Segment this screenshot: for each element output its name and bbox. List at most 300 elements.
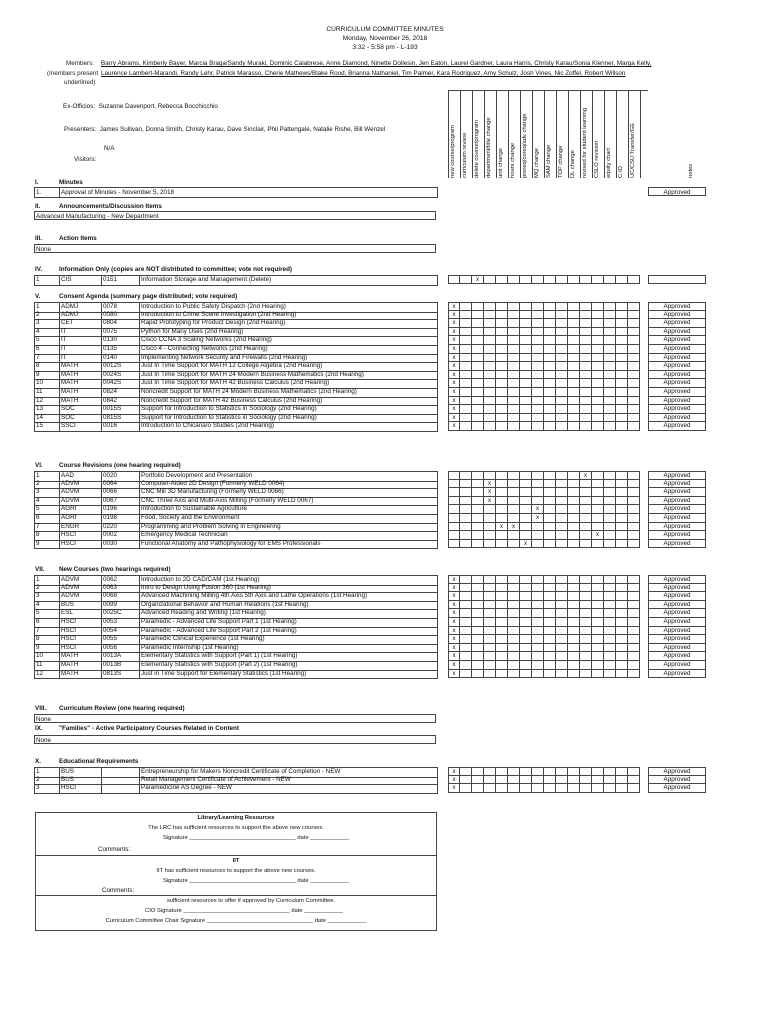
checkbox-cell — [460, 627, 472, 636]
row-dept: ADVM — [59, 576, 101, 585]
checkbox-cell — [484, 371, 496, 380]
row-course-title: Advanced Reading and Writing (1st Hearing) — [139, 609, 437, 618]
checkbox-cell: x — [448, 354, 460, 363]
checkbox-cell — [520, 497, 532, 506]
checkbox-cell — [532, 497, 544, 506]
checkbox-cell — [604, 592, 616, 601]
row-course-title: Organizational Behavior and Human Relations (1st Hearing) — [139, 601, 437, 610]
checkbox-cell — [568, 480, 580, 489]
checkbox-cell — [580, 362, 592, 371]
row-number: 4 — [36, 600, 40, 608]
checkbox-cell — [604, 575, 616, 584]
checkbox-cell — [460, 776, 472, 785]
checkbox-cell — [616, 311, 628, 320]
iit-comments: Comments: — [102, 887, 135, 894]
checkbox-cell — [508, 354, 520, 363]
checkbox-cell — [448, 523, 460, 532]
checkbox-cell — [604, 601, 616, 610]
cio-signature: CIO Signature _________________________________ date ____________ — [145, 908, 343, 914]
checkbox-cell — [472, 601, 484, 610]
checkbox-cell — [580, 345, 592, 354]
status-cell: Approved — [648, 388, 706, 397]
checkbox-cell — [580, 531, 592, 540]
section-minutes: I. Minutes — [35, 179, 83, 186]
checkbox-cell — [508, 302, 520, 311]
checkbox-cell — [472, 414, 484, 423]
checkbox-cell — [460, 767, 472, 776]
checkbox-cell — [472, 319, 484, 328]
section-educational-requirements: X. Educational Requirements — [35, 758, 139, 765]
checkbox-cell — [628, 784, 640, 793]
checkbox-cell — [460, 275, 472, 284]
checkbox-cell — [484, 627, 496, 636]
checkbox-cell — [472, 471, 484, 480]
checkbox-cell — [532, 584, 544, 593]
checkbox-cell — [472, 784, 484, 793]
checkbox-cell — [520, 362, 532, 371]
checkbox-cell — [460, 584, 472, 593]
checkbox-cell — [544, 505, 556, 514]
status-cell: Approved — [648, 302, 706, 311]
checkbox-cell — [496, 601, 508, 610]
checkbox-cell — [472, 362, 484, 371]
checkbox-cell — [568, 609, 580, 618]
checkbox-cell — [484, 397, 496, 406]
row-course-number: 0804 — [101, 319, 139, 328]
column-header: DL change — [570, 150, 576, 178]
checkbox-cell — [580, 388, 592, 397]
checkbox-cell — [604, 514, 616, 523]
checkbox-cell — [628, 767, 640, 776]
checkbox-cell — [460, 514, 472, 523]
row-course-number: 0066 — [101, 488, 139, 497]
header-divider — [448, 90, 449, 178]
row-number: 12 — [36, 669, 44, 677]
checkbox-cell — [580, 776, 592, 785]
checkbox-cell — [592, 379, 604, 388]
checkbox-cell — [520, 371, 532, 380]
checkbox-cell — [532, 592, 544, 601]
checkbox-cell — [532, 488, 544, 497]
row-course-title: Just in Time Support for Elementary Statistics (1st Hearing) — [139, 670, 437, 679]
checkbox-cell — [532, 388, 544, 397]
row-number: 9 — [36, 370, 40, 378]
checkbox-cell: x — [448, 575, 460, 584]
checkbox-cell — [592, 275, 604, 284]
checkbox-cell — [628, 345, 640, 354]
checkbox-cell — [604, 379, 616, 388]
checkbox-cell — [568, 354, 580, 363]
checkbox-cell — [472, 514, 484, 523]
checkbox-cell — [616, 371, 628, 380]
header-divider — [544, 90, 545, 178]
checkbox-cell — [592, 652, 604, 661]
checkbox-cell — [604, 497, 616, 506]
row-dept: HSCI — [59, 627, 101, 636]
checkbox-cell — [472, 618, 484, 627]
row-number: 2 — [36, 583, 40, 591]
checkbox-cell — [580, 618, 592, 627]
checkbox-cell — [616, 328, 628, 337]
row-number: 7 — [36, 353, 40, 361]
checkbox-cell — [580, 575, 592, 584]
checkbox-cell — [520, 784, 532, 793]
checkbox-cell — [532, 362, 544, 371]
row-number: 7 — [36, 522, 40, 530]
checkbox-cell — [496, 540, 508, 549]
checkbox-cell — [520, 319, 532, 328]
checkbox-cell: x — [448, 609, 460, 618]
checkbox-cell — [628, 652, 640, 661]
row-dept: IT — [59, 328, 101, 337]
checkbox-cell — [508, 388, 520, 397]
row-number: 10 — [36, 379, 44, 387]
row-course-number: 0075 — [101, 328, 139, 337]
checkbox-cell — [616, 575, 628, 584]
row-course-number: 0196 — [101, 505, 139, 514]
checkbox-cell — [508, 480, 520, 489]
members-label: Members: — [66, 60, 94, 67]
checkbox-cell — [508, 362, 520, 371]
checkbox-cell — [460, 670, 472, 679]
checkbox-cell — [616, 652, 628, 661]
families-none: None — [34, 735, 436, 744]
checkbox-cell — [616, 592, 628, 601]
visitors-label: Visitors: — [74, 156, 97, 163]
checkbox-cell — [508, 584, 520, 593]
checkbox-cell — [484, 540, 496, 549]
checkbox-cell — [568, 635, 580, 644]
checkbox-cell — [628, 275, 640, 284]
checkbox-cell — [484, 362, 496, 371]
checkbox-cell — [508, 644, 520, 653]
checkbox-cell — [568, 405, 580, 414]
checkbox-cell — [508, 471, 520, 480]
meeting-time: 3:32 - 5:58 pm - L-193 — [352, 44, 418, 51]
status-cell: Approved — [648, 397, 706, 406]
checkbox-cell — [520, 601, 532, 610]
checkbox-cell — [592, 414, 604, 423]
checkbox-cell — [604, 422, 616, 431]
checkbox-cell — [448, 497, 460, 506]
status-cell: Approved — [648, 627, 706, 636]
checkbox-cell — [472, 767, 484, 776]
status-cell: Approved — [648, 311, 706, 320]
checkbox-cell — [508, 405, 520, 414]
row-number: 1. — [36, 189, 42, 196]
row-course-title: Introduction to Crime Scene Investigation (2nd Hearing) — [139, 311, 437, 320]
checkbox-cell — [520, 422, 532, 431]
checkbox-cell — [496, 635, 508, 644]
row-course-number: 0012S — [101, 362, 139, 371]
checkbox-cell — [532, 661, 544, 670]
checkbox-cell — [604, 584, 616, 593]
checkbox-cell — [484, 784, 496, 793]
checkbox-cell — [568, 275, 580, 284]
checkbox-cell — [496, 336, 508, 345]
row-number: 8 — [36, 531, 40, 539]
checkbox-cell — [592, 514, 604, 523]
row-dept: AAD — [59, 472, 101, 481]
row-dept: SOC — [59, 414, 101, 423]
row-course-number: 0015S — [101, 405, 139, 414]
checkbox-cell — [460, 328, 472, 337]
checkbox-cell: x — [448, 319, 460, 328]
column-header: prereq/coreq/adv change — [522, 113, 528, 178]
checkbox-cell — [472, 505, 484, 514]
checkbox-cell — [520, 575, 532, 584]
checkbox-cell — [544, 354, 556, 363]
row-course-number: 0025C — [101, 609, 139, 618]
checkbox-cell — [544, 627, 556, 636]
checkbox-cell — [484, 652, 496, 661]
checkbox-cell — [568, 661, 580, 670]
row-course-number: 0055 — [101, 635, 139, 644]
checkbox-cell — [532, 575, 544, 584]
checkbox-cell — [604, 328, 616, 337]
section-information-only: IV. Information Only (copies are NOT distributed to committee; vote not required) — [35, 266, 293, 273]
checkbox-cell — [568, 618, 580, 627]
checkbox-cell — [472, 488, 484, 497]
checkbox-cell — [460, 480, 472, 489]
checkbox-cell — [580, 336, 592, 345]
checkbox-cell — [496, 776, 508, 785]
row-number: 3 — [36, 488, 40, 496]
checkbox-cell — [580, 627, 592, 636]
checkbox-cell: x — [532, 505, 544, 514]
checkbox-cell — [616, 354, 628, 363]
checkbox-cell — [496, 488, 508, 497]
checkbox-cell — [604, 311, 616, 320]
checkbox-cell — [592, 635, 604, 644]
checkbox-cell — [508, 531, 520, 540]
checkbox-cell — [508, 275, 520, 284]
column-header: unit change — [498, 148, 504, 178]
checkbox-cell — [544, 670, 556, 679]
checkbox-cell — [556, 354, 568, 363]
checkbox-cell — [604, 644, 616, 653]
checkbox-cell — [616, 601, 628, 610]
checkbox-cell — [544, 592, 556, 601]
checkbox-cell — [520, 397, 532, 406]
checkbox-cell — [472, 397, 484, 406]
checkbox-cell — [472, 627, 484, 636]
column-header: TOP change — [558, 145, 564, 178]
status-cell: Approved — [648, 514, 706, 523]
row-dept: AGRI — [59, 505, 101, 514]
checkbox-cell — [616, 275, 628, 284]
checkbox-cell — [580, 480, 592, 489]
checkbox-cell: x — [448, 661, 460, 670]
checkbox-cell — [544, 336, 556, 345]
checkbox-cell — [556, 345, 568, 354]
checkbox-cell — [508, 311, 520, 320]
status-cell: Approved — [648, 584, 706, 593]
row-number: 9 — [36, 643, 40, 651]
header-divider — [628, 90, 629, 178]
checkbox-cell — [592, 405, 604, 414]
checkbox-cell — [628, 328, 640, 337]
column-header: SAM change — [546, 144, 552, 178]
checkbox-cell — [496, 302, 508, 311]
checkbox-cell — [628, 592, 640, 601]
row-number: 2 — [36, 310, 40, 318]
header-divider — [568, 90, 569, 178]
checkbox-cell — [544, 362, 556, 371]
row-course-number: 0067 — [101, 497, 139, 506]
row-course-title: Support for Introduction to Statistics in Sociology (2nd Hearing) — [139, 405, 437, 414]
checkbox-cell — [484, 302, 496, 311]
row-dept: CET — [59, 319, 101, 328]
checkbox-cell — [556, 480, 568, 489]
checkbox-cell — [508, 422, 520, 431]
checkbox-cell — [460, 414, 472, 423]
checkbox-cell — [580, 414, 592, 423]
checkbox-cell — [544, 767, 556, 776]
checkbox-cell — [544, 405, 556, 414]
row-course-title: Just In Time Support for MATH 24 Modern Business Mathematics (2nd Hearing) — [139, 371, 437, 380]
row-course-number: 0099 — [101, 601, 139, 610]
checkbox-cell — [628, 584, 640, 593]
checkbox-cell — [628, 397, 640, 406]
column-header: C-ID — [618, 166, 624, 178]
checkbox-cell — [532, 776, 544, 785]
checkbox-cell — [532, 302, 544, 311]
checkbox-cell — [616, 497, 628, 506]
checkbox-cell — [472, 670, 484, 679]
checkbox-cell — [460, 362, 472, 371]
checkbox-cell — [568, 471, 580, 480]
iit-text: IIT has sufficient resources to support the above new courses. — [156, 868, 316, 874]
checkbox-cell — [556, 601, 568, 610]
checkbox-cell — [592, 345, 604, 354]
checkbox-cell — [460, 397, 472, 406]
row-number: 3 — [36, 592, 40, 600]
row-dept: ADVM — [59, 584, 101, 593]
checkbox-cell — [556, 592, 568, 601]
checkbox-cell — [496, 767, 508, 776]
checkbox-cell — [484, 661, 496, 670]
checkbox-cell — [604, 345, 616, 354]
status-cell: Approved — [648, 618, 706, 627]
status-cell: Approved — [648, 635, 706, 644]
checkbox-cell — [616, 635, 628, 644]
checkbox-cell — [544, 644, 556, 653]
checkbox-cell — [568, 767, 580, 776]
column-header: department/title change — [486, 117, 492, 178]
checkbox-cell — [628, 422, 640, 431]
checkbox-cell — [628, 618, 640, 627]
checkbox-cell — [568, 627, 580, 636]
checkbox-cell — [460, 422, 472, 431]
checkbox-cell — [472, 523, 484, 532]
checkbox-cell — [616, 514, 628, 523]
checkbox-cell — [556, 388, 568, 397]
checkbox-cell — [604, 609, 616, 618]
checkbox-cell — [580, 592, 592, 601]
status-cell: Approved — [648, 497, 706, 506]
row-course-title: CNC Three Axis and Multi-Axis Milling (Formerly WELD 0067) — [139, 497, 437, 506]
checkbox-cell — [484, 584, 496, 593]
row-course-title: Introduction to Public Safety Dispatch (2nd Hearing) — [139, 303, 437, 312]
checkbox-cell — [616, 345, 628, 354]
checkbox-cell — [628, 505, 640, 514]
checkbox-cell — [484, 618, 496, 627]
checkbox-cell: x — [448, 362, 460, 371]
checkbox-cell — [592, 480, 604, 489]
checkbox-cell — [556, 661, 568, 670]
checkbox-cell — [520, 471, 532, 480]
checkbox-cell — [460, 601, 472, 610]
checkbox-cell — [628, 670, 640, 679]
checkbox-cell — [520, 336, 532, 345]
checkbox-cell — [520, 354, 532, 363]
checkbox-cell — [556, 379, 568, 388]
checkbox-cell — [604, 540, 616, 549]
row-dept: ADVM — [59, 592, 101, 601]
checkbox-cell — [532, 414, 544, 423]
checkbox-cell: x — [496, 523, 508, 532]
checkbox-cell — [592, 592, 604, 601]
checkbox-cell — [508, 397, 520, 406]
status-cell: Approved — [648, 414, 706, 423]
row-number: 1 — [36, 576, 40, 583]
checkbox-cell — [628, 644, 640, 653]
row-number: 4 — [36, 496, 40, 504]
checkbox-cell — [520, 505, 532, 514]
checkbox-cell — [520, 531, 532, 540]
checkbox-cell — [460, 523, 472, 532]
status-cell: Approved — [648, 575, 706, 584]
checkbox-cell — [520, 652, 532, 661]
checkbox-cell — [472, 302, 484, 311]
checkbox-cell — [532, 784, 544, 793]
checkbox-cell — [628, 362, 640, 371]
row-dept: BUS — [59, 776, 101, 785]
checkbox-cell — [604, 414, 616, 423]
row-course-number: 0815S — [101, 414, 139, 423]
checkbox-cell — [592, 644, 604, 653]
row-course-number: 0013B — [101, 661, 139, 670]
row-dept: ADMJ — [59, 311, 101, 320]
row-course-title: Paramedic - Advanced Life Support Part 2 (1st Hearing) — [139, 627, 437, 636]
checkbox-cell — [508, 592, 520, 601]
column-header: MQ change — [534, 148, 540, 178]
section-action-items: III. Action Items — [35, 235, 97, 242]
checkbox-cell — [472, 388, 484, 397]
checkbox-cell — [520, 592, 532, 601]
row-course-number: 0020 — [101, 472, 139, 481]
checkbox-cell — [544, 652, 556, 661]
checkbox-cell — [520, 379, 532, 388]
checkbox-cell — [508, 379, 520, 388]
row-course-title: Noncredit Support for MATH 42 Business Calculus (2nd Hearing) — [139, 397, 437, 406]
checkbox-cell — [496, 644, 508, 653]
row-dept: ADVM — [59, 497, 101, 506]
status-cell: Approved — [648, 505, 706, 514]
status-cell: Approved — [648, 784, 706, 793]
checkbox-cell — [592, 311, 604, 320]
checkbox-cell — [604, 627, 616, 636]
section-announcements: II. Announcements/Discussion Items — [35, 203, 162, 210]
checkbox-cell — [496, 354, 508, 363]
row-dept: ADMJ — [59, 303, 101, 312]
checkbox-cell — [544, 540, 556, 549]
checkbox-cell — [556, 275, 568, 284]
checkbox-cell — [520, 523, 532, 532]
presenters: Presenters: James Sullivan, Donna Smith, Christy Karau, Dave Sinclair, Phil Pattengale, Natalie Rishe, Bill Wenzel — [64, 126, 386, 133]
checkbox-cell — [604, 388, 616, 397]
